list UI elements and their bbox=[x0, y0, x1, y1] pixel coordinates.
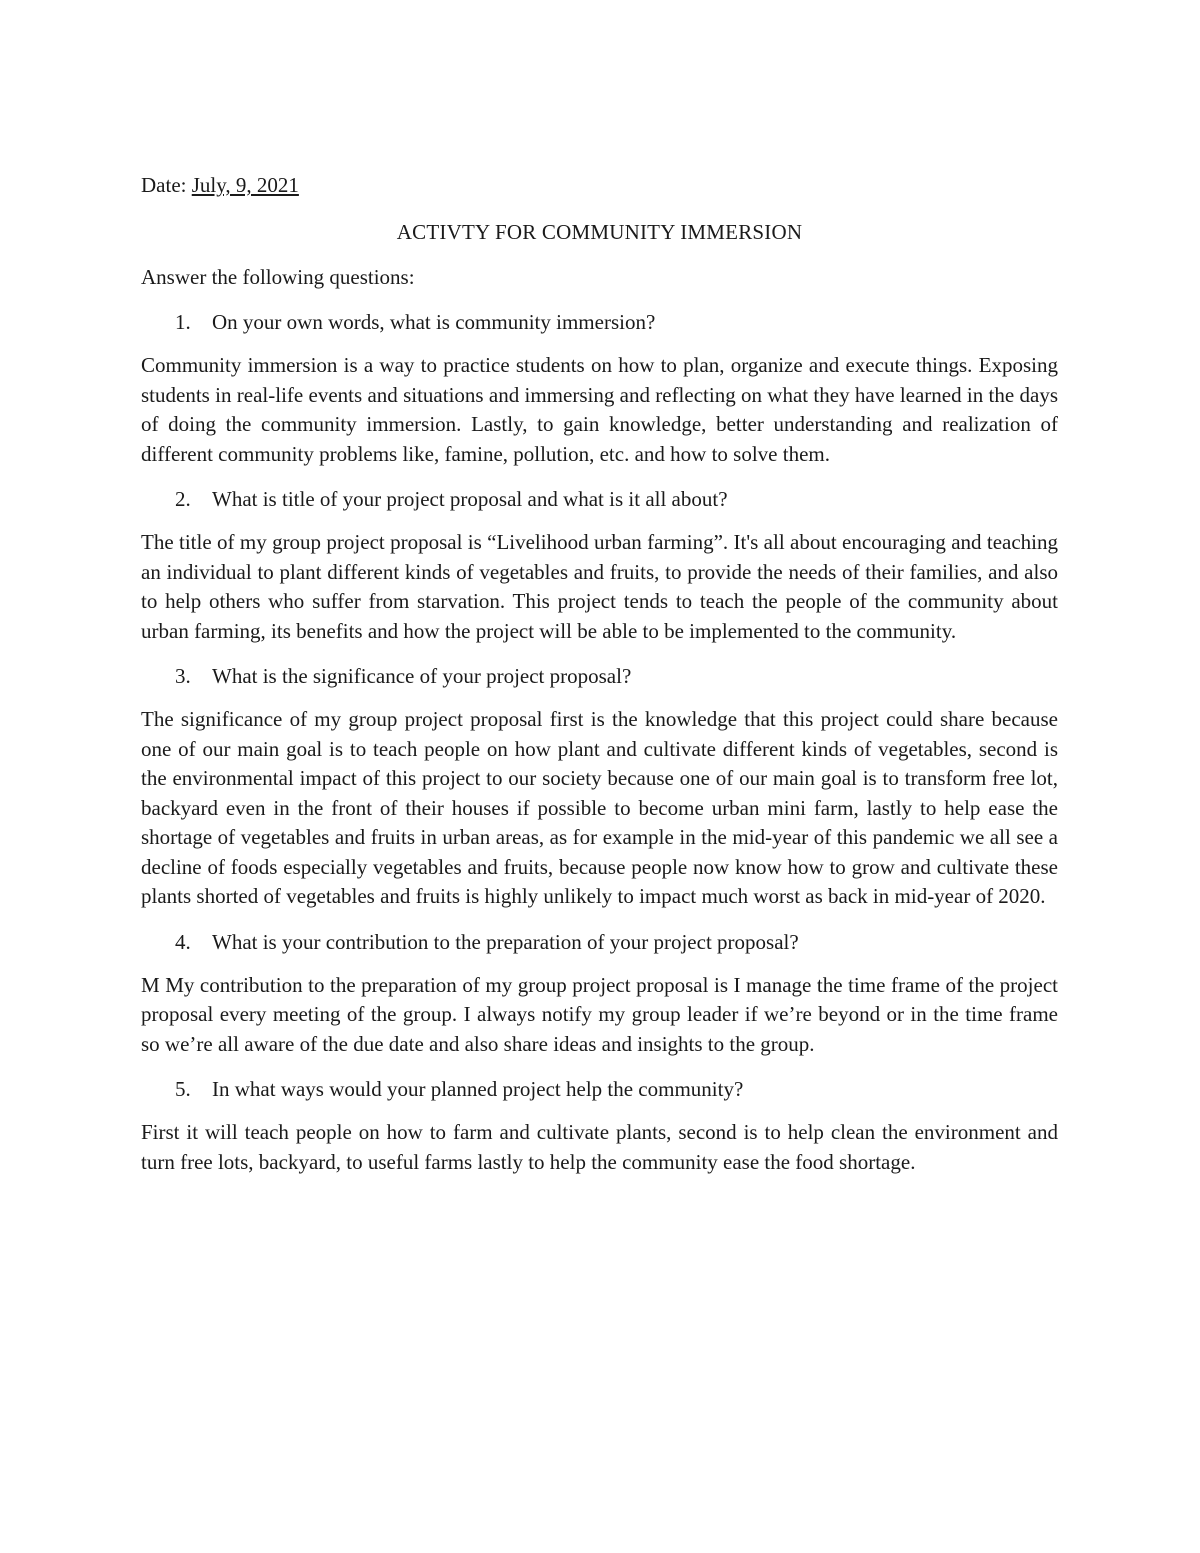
question-text: What is the significance of your project proposal? bbox=[212, 664, 632, 688]
question-4 bbox=[141, 927, 1058, 957]
question-text: What is title of your project proposal and what is it all about? bbox=[212, 487, 728, 511]
question-number: 5. bbox=[175, 1077, 191, 1101]
document-body bbox=[141, 170, 1058, 1177]
answer-4: M My contribution to the preparation of my group project proposal is I manage the time frame of the project proposal every meeting of the group. I always notify my group leader if we’re beyond or in the time frame so we’re all aware of the due date and also share ideas and insights to the group. bbox=[141, 972, 1058, 1056]
instructions: Answer the following questions: bbox=[141, 265, 415, 289]
question-2 bbox=[141, 484, 1058, 514]
question-number: 4. bbox=[175, 929, 191, 954]
question-number: 3. bbox=[175, 664, 191, 688]
answer-1: Community immersion is a way to practice students on how to plan, organize and execute things. Exposing students in real-life events and situations and immersing and reflecting on what they have learned in the days of doing the community immersion. Lastly, to gain knowledge, better understanding and realization of different community problems like, famine, pollution, etc. and how to solve them. bbox=[141, 353, 1058, 466]
question-number: 1. bbox=[175, 310, 191, 334]
answer-5: First it will teach people on how to farm and cultivate plants, second is to help clean the environment and turn free lots, backyard, to useful farms lastly to help the community ease the food shortage. bbox=[141, 1120, 1058, 1174]
question-number: 2. bbox=[175, 487, 191, 511]
question-text: In what ways would your planned project help the community? bbox=[212, 1077, 744, 1101]
answer-2: The title of my group project proposal is “Livelihood urban farming”. It's all about encouraging and teaching an individual to plant different kinds of vegetables and fruits, to provide the needs of their families, and also to help others who suffer from starvation. This project tends to teach the people of the community about urban farming, its benefits and how the project will be able to be implemented to the community. bbox=[141, 530, 1058, 643]
date-label: Date: bbox=[141, 173, 187, 197]
document-title: ACTIVTY FOR COMMUNITY IMMERSION bbox=[396, 220, 803, 244]
question-text: On your own words, what is community immersion? bbox=[212, 310, 656, 334]
question-3 bbox=[141, 661, 1058, 691]
date-line bbox=[141, 170, 1058, 200]
question-5 bbox=[141, 1074, 1058, 1104]
date-value: July, 9, 2021 bbox=[191, 173, 299, 197]
question-1 bbox=[141, 307, 1058, 337]
question-text: What is your contribution to the preparation of your project proposal? bbox=[212, 929, 799, 954]
answer-3: The significance of my group project proposal first is the knowledge that this project could share because one of our main goal is to teach people on how plant and cultivate different kinds of vegetables, second is the environmental impact of this project to our society because one of our main goal is to transform free lot, backyard even in the front of their houses if possible to become urban mini farm, lastly to help ease the shortage of vegetables and fruits in urban areas, as for example in the mid-year of this pandemic we all see a decline of foods especially vegetables and fruits, because people now know how to grow and cultivate these plants shorted of vegetables and fruits is highly unlikely to impact much worst as back in mid-year of 2020. bbox=[141, 707, 1058, 908]
